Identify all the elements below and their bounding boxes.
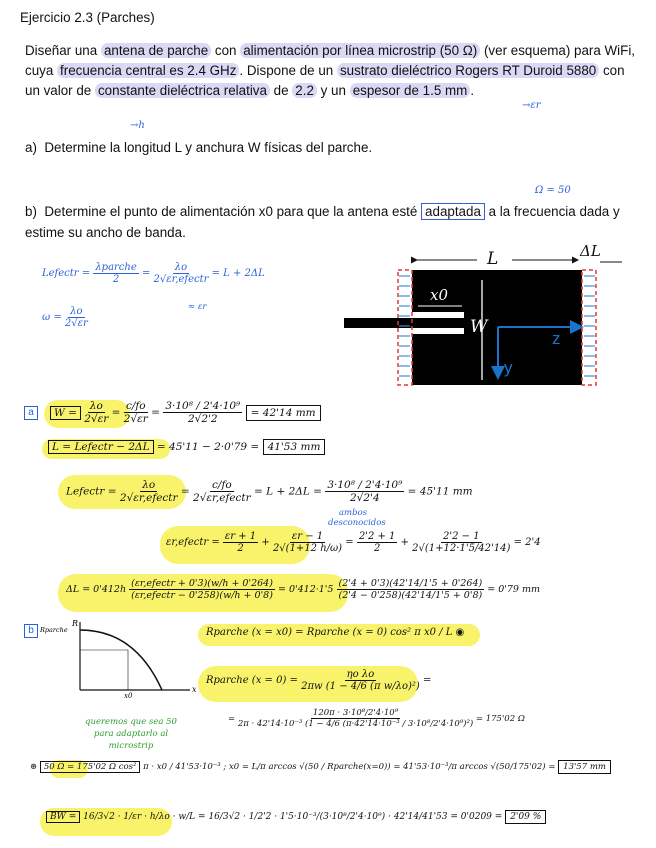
l-solution: L = Lefectr − 2ΔL = 45'11 − 2·0'79 = 41'53 mm <box>48 441 325 453</box>
er-eff-solution: εr,efectr = $\frac{\varepsilon r + 1}{2}$ + $\frac{\varepsilon r - 1}{2√(1+12 h/\omega)}$ = $\frac{2'2 + 1}{2}$ + $\frac{2'2 - 1}{2√(1+12\cdot 1'5/42'14)}$ = 2'4 <box>166 531 541 554</box>
inset-slot-bottom <box>412 328 464 334</box>
w-blue-formula: ω = $\frac{\lambda o}{2√\varepsilon r}$ <box>42 306 88 329</box>
W-label: W <box>470 317 488 337</box>
r-vs-x-graph <box>40 618 200 698</box>
y-label: y <box>504 358 513 377</box>
x0-graph-label: x0 <box>124 692 133 698</box>
inset-slot-top <box>412 312 464 318</box>
unknowns-note: ambos desconocidos <box>328 508 386 528</box>
dl-solution: ΔL = 0'412h $\frac{\text{(εr,efectr + 0'3)(w/h + 0'264)}}{\text{(εr,efectr − 0'258)(w/h + 0'8)}}$ = 0'412·1'5 $\frac{(2'4 + 0'3)(42'14/1'5 + 0'264)}{(2'4 - 0'258)(42'14/1'5 + 0'8)}$ = 0'79 mm <box>66 578 540 601</box>
rparche-x0-eq: Rparche (x = x0) = Rparche (x = 0) cos² π x0 / L ◉ <box>206 627 465 638</box>
leff-solution: Lefectr = $\frac{\lambda o}{\text{2√εr,efectr}}$ = $\frac{c/fo}{\text{2√εr,efectr}}$ = L + 2ΔL = $\frac{\text{3·10⁸ / 2'4·10⁹}}{2√2'4}$ = 45'11 mm <box>66 479 473 504</box>
impedance-annotation: Ω = 50 <box>535 185 571 196</box>
w-solution: W = $\frac{\lambda o}{2√\varepsilon r}$ = $\frac{c/fo}{2√\varepsilon r}$ = $\frac{\text{3·10⁸ / 2'4·10⁹}}{2√2'2}$ = 42'14 mm <box>50 400 321 425</box>
adaptation-note: queremos que sea 50 para adaptarlo al microstrip <box>85 717 177 751</box>
rparche-0-eq: Rparche (x = 0) = $\frac{\text{ηo λo}}{\text{2πw (1 − 4/6 (π w/λo)²)}}$ = <box>206 669 432 692</box>
er-annotation: →εr <box>522 100 541 111</box>
cos2-curve <box>80 630 162 690</box>
bw-solution: BW = 16/3√2 · 1/εr · h/λo · w/L = 16/3√2 · 1/2'2 · 1'5·10⁻³/(3·10⁸/2'4·10⁹) · 42'14/41'53 = 0'0209 = 2'09 % <box>46 812 546 822</box>
x0-label: x0 <box>430 286 449 304</box>
rparche-label: Rparche <box>40 626 68 634</box>
rparche-0-calc: = $\frac{\text{120π · 3·10⁸/2'4·10⁹}}{\text{2π · 42'14·10⁻³ (1 − 4/6 (π·42'14·10⁻³ / 3·10⁸/2'4·10⁹)²)}}$ = 175'02 Ω <box>228 708 525 729</box>
leff-blue-formula: Lefectr = $\frac{\text{λparche}}{2}$ = $\frac{\lambda o}{\text{2√εr,efectr}}$ = L + 2ΔL <box>42 262 265 285</box>
z-label: z <box>552 329 561 348</box>
h-annotation: →h <box>130 120 145 131</box>
brace-note: ≈ εr <box>188 302 207 312</box>
question-a: a) Determine la longitud L y anchura W físicas del parche. <box>25 140 373 155</box>
x-axis-label: x <box>192 685 197 694</box>
dL-label: ΔL <box>580 242 601 260</box>
r-axis-label: R <box>72 619 79 628</box>
question-b: b) Determine el punto de alimentación x0 para que la antena esté adaptada a la frecuencia dada y estime su ancho de banda. <box>25 204 620 240</box>
problem-statement: Diseñar una antena de parche con alimentación por línea microstrip (50 Ω) (ver esquema) para WiFi, cuya frecuencia central es 2.4 GHz . Dispone de un sustrato dieléctrico Rogers RT Duroid 5880 con un valor de constante dieléctrica relativa de 2.2 y un espesor de 1.5 mm . <box>25 43 636 98</box>
section-a-label: a <box>24 406 38 420</box>
radiating-slot-right <box>582 270 596 385</box>
x0-solution: ⊛ 50 Ω = 175'02 Ω cos² π · x0 / 41'53·10⁻³ ; x0 = L/π arccos √(50 / Rparche(x=0)) = 41'53·10⁻³/π arccos √(50/175'02) = 13'57 mm <box>30 762 611 772</box>
exercise-title: Ejercicio 2.3 (Parches) <box>20 10 155 25</box>
L-label: L <box>487 249 499 269</box>
patch-antenna-diagram <box>342 240 642 390</box>
section-b-label: b <box>24 624 38 638</box>
